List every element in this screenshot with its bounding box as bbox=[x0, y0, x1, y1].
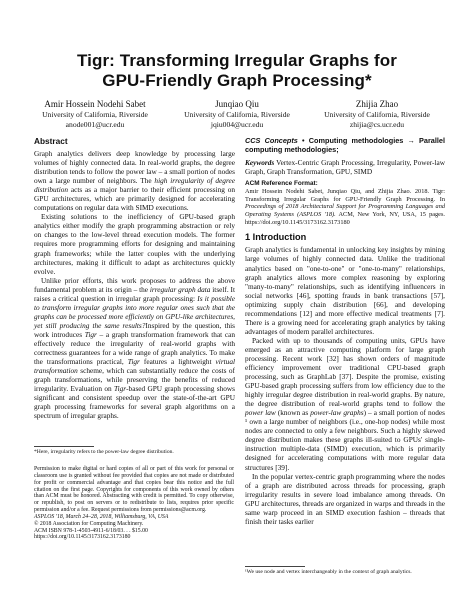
ccs-concepts bbox=[245, 136, 445, 154]
text-run-italic: irregular graph data bbox=[149, 284, 211, 294]
conference-line: ASPLOS '18, March 24–28, 2018, Williamsburg, VA, USA bbox=[34, 513, 169, 520]
author-name: Amir Hossein Nodehi Sabet bbox=[44, 99, 146, 109]
keywords-text: Vertex-Centric Graph Processing, Irregularity, Power-law Graph, Graph Transformation, GPU, SIMD bbox=[245, 158, 445, 177]
isbn-line: ACM ISBN 978-1-4503-4911-6/18/03. . . $15.00 bbox=[34, 527, 148, 534]
text-run: acts as a major barrier to their efficient processing on GPU architectures, which are primarily designed for accelerating computations on regular data with SIMD executions. bbox=[34, 185, 235, 213]
title-line-2: GPU-Friendly Graph Processing* bbox=[102, 71, 372, 90]
intro-paragraph-3: In the popular vertex-centric graph programming where the nodes of a graph are distributed across threads for processing, graph irregularity results in severe load imbalance among threads. On GPU architectures, threads are organized in warps and threads in the same warp proceed in an SIMD execution fashion – threads that finish their tasks earlier bbox=[245, 471, 445, 526]
author-3 bbox=[302, 99, 452, 130]
text-run: Inspired by the question, this work introduces bbox=[34, 320, 235, 339]
author-name: Zhijia Zhao bbox=[355, 99, 399, 109]
abstract-heading: Abstract bbox=[34, 136, 68, 146]
text-run: – a graph transformation framework that can effectively reduce the irregularity of real-world graphs with correctness guarantees for a wide range of graph analytics. To make the transformations practical, bbox=[34, 329, 235, 367]
abstract-paragraph-2: Existing solutions to the inefficiency of GPU-based graph analytics either modify the graph programming abstraction or rely on changes to the low-level thread execution models. The former requires more programming efforts for designing and maintaining graph frameworks; while the latter couples with the underlying architectures, making it difficult to adapt as architectures quickly evolve. bbox=[34, 212, 235, 276]
right-column bbox=[245, 136, 445, 526]
footnote-left: *Here, irregularity refers to the power-law degree distribution. bbox=[34, 449, 174, 455]
paper-title bbox=[30, 51, 444, 91]
abstract-paragraph-3 bbox=[34, 276, 235, 421]
keywords-label: Keywords bbox=[245, 158, 275, 168]
intro-paragraph-1: Graph analytics is fundamental in unlocking key insights by mining large volumes of highly connected data. Unlike the traditional analytics based on "one-to-one" or "one-to-many" relationships, graph analytics allows more complex reasoning by exploring "many-to-many" relationships, such as identifying influencers in social networks [46], spotting frauds in bank transactions [57], optimizing supply chain distribution [66], and developing recommendations [12] and more effective medical treatments [7]. There is a growing need for accelerating graph analytics by taking advantages of modern parallel architectures. bbox=[245, 245, 445, 336]
text-run-italic: power-law graphs bbox=[310, 408, 364, 418]
ccs-text: • Computing methodologies → Parallel computing methodologies; bbox=[245, 136, 445, 155]
author-affiliation: University of California, Riverside bbox=[42, 110, 148, 119]
text-run-italic: Proceedings of 2018 Architectural Support for Programming Languages and Operating Systems (ASPLOS '18). bbox=[245, 203, 445, 218]
text-run: Amir Hossein Nodehi Sabet, Junqiao Qiu, and Zhijia Zhao. 2018. Tigr: Transforming Irregular Graphs for GPU-Friendly Graph Processing. In bbox=[245, 187, 445, 203]
acm-reference bbox=[245, 180, 445, 226]
author-email: jqiu004@ucr.edu bbox=[210, 119, 264, 129]
text-run: scheme, which can substantially reduce the costs of graph transformations, while preserving the benefits of reduced irregularity. Evaluation on bbox=[34, 366, 235, 394]
doi-link[interactable]: https://doi.org/10.1145/3173162.3173180 bbox=[34, 534, 131, 541]
title-line-1: Tigr: Transforming Irregular Graphs for bbox=[76, 51, 398, 70]
text-run: ) – a small portion of nodes ¹ own a large number of neighbors (i.e., one-hop nodes) while most nodes are connected to only a few neighbors. Such a highly skewed degree distribution makes these graphs ill-suited to GPUs' single-instruction multiple-data (SIMD) execution, which is primarily designed for accelerating computations with more regular data structures [39]. bbox=[245, 408, 445, 472]
left-column bbox=[34, 136, 235, 420]
keywords bbox=[245, 158, 445, 176]
text-run: Packed with up to thousands of computing units, GPUs have emerged as an attractive computing platform for large graph processing. Recent work [32] has shown orders of magnitude efficiency improvement over traditional CPU-based graph processing, such as GraphLab [37]. Despite the promise, existing GPU-based graph processing suffers from low efficiency due to the highly irregular degree distribution in real-world graphs. By nature, the degree distribution of real-world graphs tend to follow the bbox=[245, 335, 445, 409]
text-run: (known as bbox=[275, 408, 311, 418]
text-run: ACM, New York, NY, USA, 15 pages. https://doi.org/10.1145/3173162.3173180 bbox=[245, 211, 445, 226]
text-run-italic: power law bbox=[245, 408, 276, 418]
text-run: Graph analytics delivers deep knowledge by processing large volumes of highly connected data. In real-world graphs, the degree distribution tends to follow the power law – a small portion of nodes own a large number of neighbors. The bbox=[34, 149, 235, 186]
text-run-italic: Tigr bbox=[127, 357, 140, 367]
abstract-paragraph-1 bbox=[34, 149, 235, 212]
permission-block bbox=[34, 466, 234, 541]
text-run-italic: virtual transformation bbox=[34, 357, 236, 376]
acm-reference-text bbox=[245, 188, 445, 227]
author-email: zhijia@cs.ucr.edu bbox=[349, 119, 405, 129]
text-run: Unlike prior efforts, this work proposes to address the above fundamental problem at its origin – the bbox=[34, 275, 235, 294]
text-run: -based GPU graph processing shows significant and consistent speedup over the state-of-the-art GPU graph processing frameworks for several graph algorithms on a spectrum of irregular graphs. bbox=[34, 384, 235, 421]
permission-text: Permission to make digital or hard copies of all or part of this work for personal or classroom use is granted without fee provided that copies are not made or distributed for profit or commercial advantage and that copies bear this notice and the full citation on the first page. Copyrights for components of this work owned by others than ACM must be honored. Abstracting with credit is permitted. To copy otherwise, or republish, to post on servers or to redistribute to lists, requires prior specific permission and/or a fee. Request permissions from permissions@acm.org. bbox=[34, 466, 234, 514]
text-run-italic: Tigr bbox=[84, 329, 97, 339]
text-run: features a lightweight bbox=[139, 357, 216, 367]
author-affiliation: University of California, Riverside bbox=[324, 110, 430, 119]
footnote-rule-right bbox=[245, 566, 305, 567]
footnote-rule-left bbox=[34, 446, 94, 447]
author-name: Junqiao Qiu bbox=[215, 99, 259, 109]
intro-paragraph-2 bbox=[245, 336, 445, 472]
text-run-italic: high irregularity of degree distribution bbox=[34, 176, 235, 195]
ccs-label: CCS Concepts bbox=[245, 136, 298, 145]
author-email: anode001@ucr.edu bbox=[65, 119, 125, 129]
introduction-heading: 1 Introduction bbox=[245, 232, 307, 243]
author-block bbox=[20, 99, 454, 131]
author-affiliation: University of California, Riverside bbox=[184, 110, 290, 119]
text-run: itself. It raises a critical question in irregular graph processing: bbox=[34, 284, 235, 303]
text-run-italic: Tigr bbox=[113, 384, 127, 394]
copyright-line: © 2018 Association for Computing Machinery. bbox=[34, 520, 144, 527]
footnote-right: ¹We use node and vertex interchangeably in the context of graph analytics. bbox=[245, 569, 412, 575]
author-1 bbox=[20, 99, 170, 130]
author-2 bbox=[162, 99, 312, 130]
acm-reference-heading: ACM Reference Format: bbox=[245, 180, 318, 188]
text-run-italic: Is it possible to transform irregular graphs into more regular ones such that the graphs can be processed more efficiently on GPU-like architectures, yet still producing the same results? bbox=[34, 293, 235, 330]
